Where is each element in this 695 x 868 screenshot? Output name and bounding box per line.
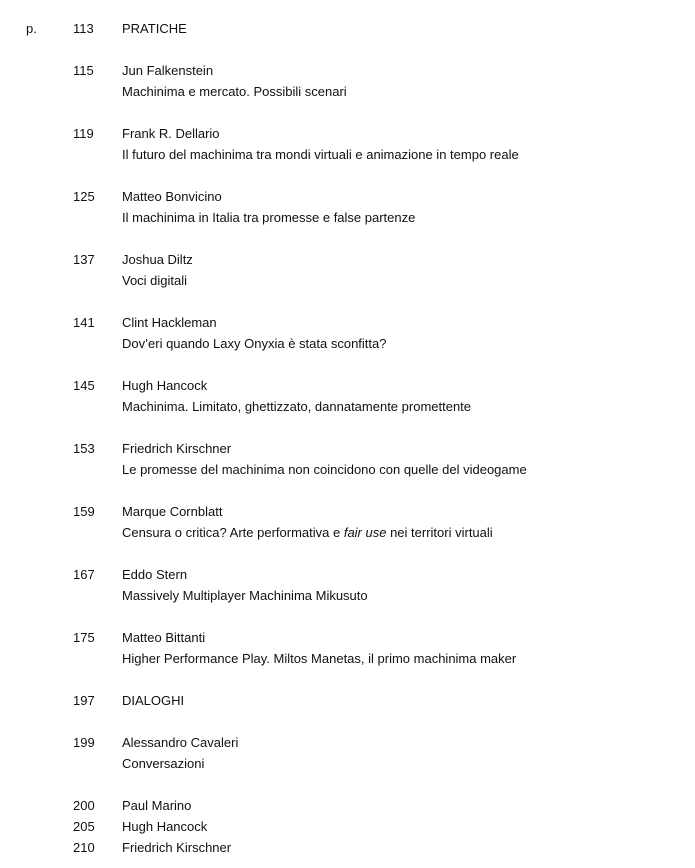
italic-term: fair use — [343, 525, 387, 540]
entry-text — [122, 252, 682, 289]
page-number: 119 — [73, 126, 94, 141]
entry-text — [122, 378, 682, 415]
page-number: 197 — [73, 693, 95, 708]
page-number: 175 — [73, 630, 95, 645]
essay-title: Dov’eri quando Laxy Onyxia è stata sconfitta? — [122, 336, 387, 351]
essay-title-part: Censura o critica? Arte performativa e — [122, 525, 344, 540]
essay-title: Conversazioni — [122, 756, 205, 771]
essay-title: Machinima e mercato. Possibili scenari — [122, 84, 347, 99]
page-number: 199 — [73, 735, 95, 750]
essay-title: Il machinima in Italia tra promesse e false partenze — [122, 210, 416, 225]
essay-title: Voci digitali — [122, 273, 188, 288]
author-name: Clint Hackleman — [122, 315, 217, 330]
author-name: Frank R. Dellario — [122, 126, 220, 141]
entry-text — [122, 63, 682, 100]
author-name: Matteo Bonvicino — [122, 189, 222, 204]
entry-text — [122, 798, 682, 814]
page-number: 141 — [73, 315, 95, 330]
entry-text — [122, 441, 682, 478]
entry-text — [122, 189, 682, 226]
essay-title — [122, 525, 682, 541]
essay-title: Higher Performance Play. Miltos Manetas, il primo machinima maker — [122, 651, 517, 666]
author-name: Joshua Diltz — [122, 252, 193, 267]
essay-title: Massively Multiplayer Machinima Mikusuto — [122, 588, 368, 603]
page-number: 210 — [73, 840, 95, 855]
entry-text — [122, 21, 682, 37]
page-number: 167 — [73, 567, 95, 582]
author-name: Friedrich Kirschner — [122, 441, 232, 456]
page-number: 200 — [73, 798, 95, 813]
entry-text — [122, 630, 682, 667]
page-number: 153 — [73, 441, 95, 456]
page-number: 145 — [73, 378, 95, 393]
author-name: Paul Marino — [122, 798, 192, 813]
page-prefix: p. — [26, 21, 37, 36]
section-title: DIALOGHI — [122, 693, 185, 708]
author-name: Alessandro Cavaleri — [122, 735, 239, 750]
entry-text — [122, 840, 682, 856]
author-name: Marque Cornblatt — [122, 504, 223, 519]
entry-text — [122, 315, 682, 352]
essay-title: Il futuro del machinima tra mondi virtuali e animazione in tempo reale — [122, 147, 519, 162]
author-name: Eddo Stern — [122, 567, 188, 582]
essay-title-part: nei territori virtuali — [386, 525, 493, 540]
entry-text — [122, 567, 682, 604]
essay-title: Machinima. Limitato, ghettizzato, dannatamente promettente — [122, 399, 472, 414]
page-number: 159 — [73, 504, 95, 519]
entry-text — [122, 735, 682, 772]
page-number: 137 — [73, 252, 95, 267]
page-number: 115 — [73, 63, 94, 78]
page-number: 205 — [73, 819, 95, 834]
entry-text — [122, 819, 682, 835]
page-number: 113 — [73, 21, 94, 36]
author-name: Matteo Bittanti — [122, 630, 206, 645]
page-number: 125 — [73, 189, 95, 204]
entry-text — [122, 693, 682, 709]
entry-text — [122, 504, 682, 541]
entry-text — [122, 126, 682, 163]
author-name: Hugh Hancock — [122, 378, 208, 393]
section-title: PRATICHE — [122, 21, 187, 36]
author-name: Hugh Hancock — [122, 819, 208, 834]
author-name: Jun Falkenstein — [122, 63, 214, 78]
essay-title: Le promesse del machinima non coincidono con quelle del videogame — [122, 462, 527, 477]
author-name: Friedrich Kirschner — [122, 840, 232, 855]
